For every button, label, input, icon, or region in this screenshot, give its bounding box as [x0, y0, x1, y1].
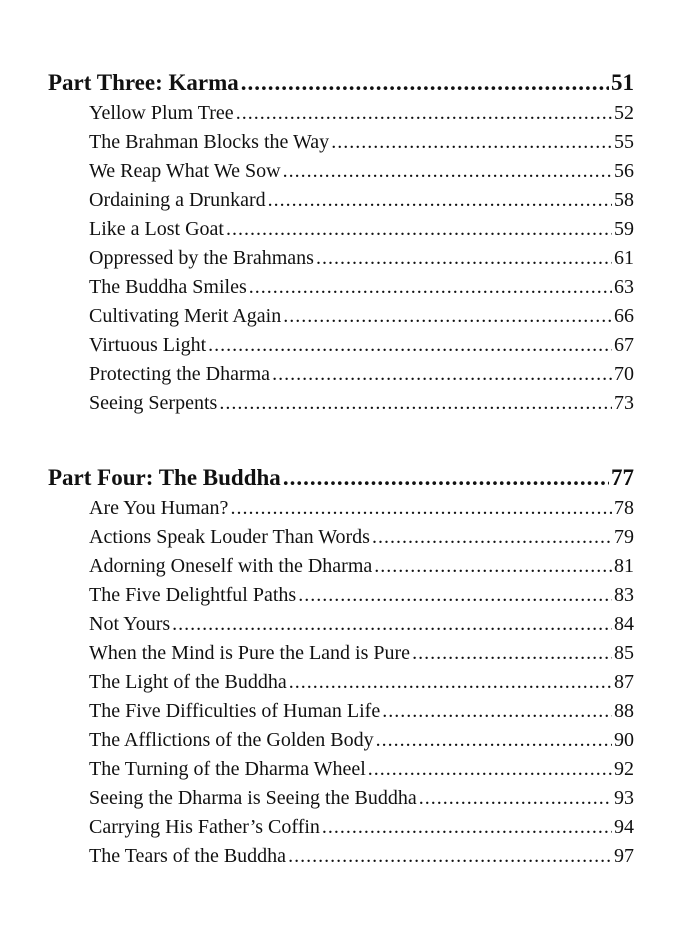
toc-entry — [89, 581, 634, 609]
entry-title: Actions Speak Louder Than Words — [89, 526, 370, 548]
entry-title: The Light of the Buddha — [89, 671, 287, 693]
dot-leader — [376, 726, 612, 754]
dot-leader — [230, 494, 612, 522]
entry-title: Are You Human? — [89, 497, 229, 519]
page-number: 70 — [614, 363, 634, 385]
toc-entry — [89, 842, 634, 870]
page-number: 81 — [614, 555, 634, 577]
entry-title: Ordaining a Drunkard — [89, 189, 266, 211]
dot-leader — [412, 639, 612, 667]
entry-title: The Five Delightful Paths — [89, 584, 297, 606]
toc-entry — [89, 697, 634, 725]
toc-entry — [89, 215, 634, 243]
page-number: 52 — [614, 102, 634, 124]
toc-entry — [89, 552, 634, 580]
entry-title: Seeing the Dharma is Seeing the Buddha — [89, 787, 417, 809]
page-number: 83 — [614, 584, 634, 606]
dot-leader — [374, 552, 612, 580]
dot-leader — [226, 215, 612, 243]
entry-title: Like a Lost Goat — [89, 218, 224, 240]
page-number: 85 — [614, 642, 634, 664]
toc-entry — [89, 784, 634, 812]
toc-entry — [89, 302, 634, 330]
toc-part-heading — [48, 68, 634, 98]
dot-leader — [289, 668, 612, 696]
entry-title: The Brahman Blocks the Way — [89, 131, 330, 153]
page-number: 59 — [614, 218, 634, 240]
toc-entry — [89, 128, 634, 156]
entry-title: Carrying His Father’s Coffin — [89, 816, 320, 838]
entry-title: The Five Difficulties of Human Life — [89, 700, 381, 722]
page-number: 67 — [614, 334, 634, 356]
page-number: 94 — [614, 816, 634, 838]
entry-title: Protecting the Dharma — [89, 363, 271, 385]
dot-leader — [298, 581, 612, 609]
dot-leader — [288, 842, 612, 870]
page-number: 63 — [614, 276, 634, 298]
page-number: 93 — [614, 787, 634, 809]
toc-entry — [89, 494, 634, 522]
page-number: 78 — [614, 497, 634, 519]
entry-title: Cultivating Merit Again — [89, 305, 282, 327]
toc-entry — [89, 755, 634, 783]
toc-entry — [89, 523, 634, 551]
entry-title: The Afflictions of the Golden Body — [89, 729, 374, 751]
entry-title: Adorning Oneself with the Dharma — [89, 555, 373, 577]
part-title: Part Four: The Buddha — [48, 465, 281, 490]
page-number: 58 — [614, 189, 634, 211]
dot-leader — [208, 331, 612, 359]
page-number: 88 — [614, 700, 634, 722]
toc-entry — [89, 331, 634, 359]
toc-entry — [89, 244, 634, 272]
dot-leader — [236, 99, 612, 127]
dot-leader — [283, 463, 609, 493]
dot-leader — [419, 784, 612, 812]
dot-leader — [283, 157, 612, 185]
page-number: 87 — [614, 671, 634, 693]
page-number: 51 — [611, 70, 634, 95]
entry-title: The Turning of the Dharma Wheel — [89, 758, 366, 780]
page-number: 84 — [614, 613, 634, 635]
toc-entry — [89, 99, 634, 127]
entry-title: Yellow Plum Tree — [89, 102, 234, 124]
dot-leader — [172, 610, 612, 638]
page-number: 77 — [611, 465, 634, 490]
toc-entry — [89, 610, 634, 638]
entry-title: Not Yours — [89, 613, 171, 635]
toc-part-heading — [48, 463, 634, 493]
entry-title: Oppressed by the Brahmans — [89, 247, 314, 269]
entry-title: The Tears of the Buddha — [89, 845, 287, 867]
toc-entry — [89, 186, 634, 214]
toc-entry — [89, 639, 634, 667]
entry-title: Seeing Serpents — [89, 392, 218, 414]
page-number: 97 — [614, 845, 634, 867]
toc-entry — [89, 726, 634, 754]
toc-entry — [89, 813, 634, 841]
toc-entry — [89, 360, 634, 388]
page-number: 73 — [614, 392, 634, 414]
dot-leader — [322, 813, 612, 841]
page-number: 79 — [614, 526, 634, 548]
part-title: Part Three: Karma — [48, 70, 239, 95]
dot-leader — [331, 128, 612, 156]
dot-leader — [382, 697, 612, 725]
toc-entry — [89, 668, 634, 696]
dot-leader — [241, 68, 609, 98]
dot-leader — [249, 273, 612, 301]
page-number: 61 — [614, 247, 634, 269]
toc-entry — [89, 157, 634, 185]
toc-entry — [89, 273, 634, 301]
entry-title: The Buddha Smiles — [89, 276, 247, 298]
dot-leader — [372, 523, 612, 551]
toc-entry — [89, 389, 634, 417]
dot-leader — [368, 755, 612, 783]
dot-leader — [268, 186, 612, 214]
entry-title: We Reap What We Sow — [89, 160, 281, 182]
entry-title: Virtuous Light — [89, 334, 207, 356]
page-number: 66 — [614, 305, 634, 327]
dot-leader — [272, 360, 612, 388]
dot-leader — [283, 302, 612, 330]
page-number: 92 — [614, 758, 634, 780]
dot-leader — [316, 244, 612, 272]
entry-title: When the Mind is Pure the Land is Pure — [89, 642, 411, 664]
page-number: 55 — [614, 131, 634, 153]
dot-leader — [219, 389, 612, 417]
page-number: 90 — [614, 729, 634, 751]
page-number: 56 — [614, 160, 634, 182]
